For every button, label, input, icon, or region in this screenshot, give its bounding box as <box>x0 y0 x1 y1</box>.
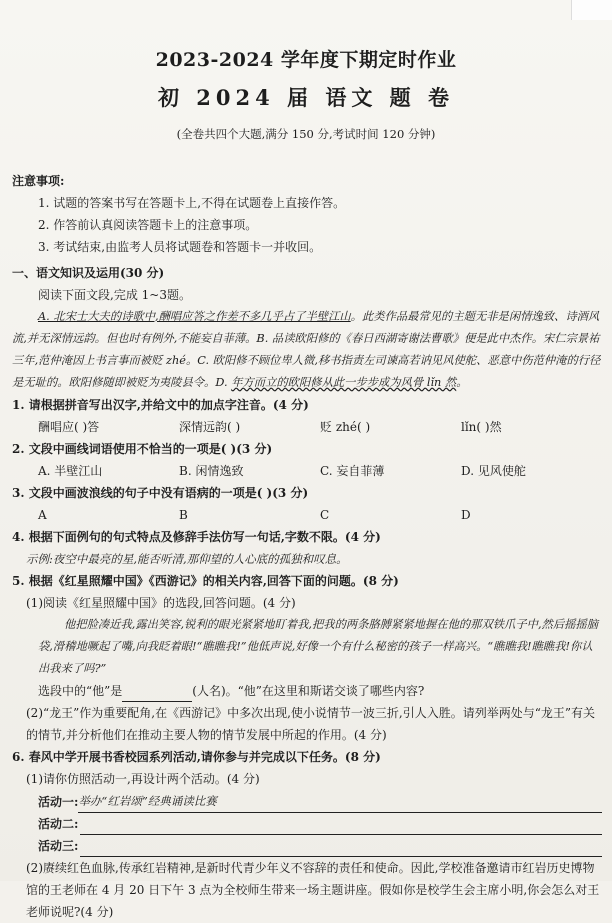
activity-2-blank[interactable] <box>80 818 602 835</box>
notice-item: 2. 作答前认真阅读答题卡上的注意事项。 <box>38 218 258 232</box>
q1-item: 深情远韵( ) <box>179 420 241 434</box>
q2-option: A. 半壁江山 <box>38 464 103 478</box>
q2-options <box>12 460 602 482</box>
notice-section <box>12 170 602 258</box>
q5-sub1: (1)阅读《红星照耀中国》的选段,回答问题。(4 分) <box>26 596 296 610</box>
question-2: 2. 文段中画线词语使用不恰当的一项是( )(3 分) <box>12 442 273 456</box>
q2-option: D. 见风使舵 <box>461 464 526 478</box>
q1-item: 贬 zhé( ) <box>320 420 371 434</box>
activity-1 <box>12 790 602 813</box>
section-one <box>12 262 602 923</box>
passage-seg: 。此类作品最常见的主题无非是闲情逸致、诗酒风流,并无深情远韵。但也时有例外,不能妄自菲薄。B. 品读欧阳修的《春日西湖寄谢法曹歌》便是此中杰作。宋仁宗景祐三年,范仲淹因上书言事而被贬 zhé。C. 欧阳修不顾位卑人微,移书指责左司谏高若讷见风使舵、恶意中伤范仲淹的行径是无耻的。欧阳修随即被贬为夷陵县令。D. <box>12 310 601 389</box>
reading-intro: 阅读下面文段,完成 1~3题。 <box>38 288 191 302</box>
activity-2-label: 活动二: <box>38 817 79 831</box>
q5-ask <box>12 680 602 702</box>
q1-item: 酬唱应( )答 <box>38 420 100 434</box>
passage-seg: 半壁江山 <box>305 310 351 323</box>
q5-excerpt: 他把脸凑近我,露出笑容,锐利的眼光紧紧地盯着我,把我的两条胳膊紧紧地握在他的那双铁爪子中,然后摇摇脑袋,滑稽地噘起了嘴,向我眨着眼!“瞧瞧我!”他低声说,好像一个有什么秘密的孩子一样高兴。“瞧瞧我!瞧瞧我!你认出我来了吗?” <box>38 618 599 675</box>
exam-title: 2023-2024 学年度下期定时作业 <box>155 49 457 71</box>
notice-item: 3. 考试结束,由监考人员将试题卷和答题卡一并收回。 <box>38 240 322 254</box>
exam-subtitle-grade: 初 2024 届 语文 题 卷 <box>157 85 454 110</box>
notice-heading: 注意事项: <box>12 174 65 188</box>
section-heading: 一、语文知识及运用(30 分) <box>12 266 165 280</box>
q3-option: C <box>320 508 330 522</box>
question-4: 4. 根据下面例句的句式特点及修辞手法仿写一句话,字数不限。(4 分) <box>12 530 381 544</box>
question-1: 1. 请根据拼音写出汉字,并给文中的加点字注音。(4 分) <box>12 398 309 412</box>
notice-item: 1. 试题的答案书写在答题卡上,不得在试题卷上直接作答。 <box>38 196 346 210</box>
q3-option: A <box>38 508 47 522</box>
q2-option: B. 闲情逸致 <box>179 464 244 478</box>
activity-2 <box>12 813 602 835</box>
q4-example: 示例:夜空中最亮的星,能否听清,那仰望的人心底的孤独和叹息。 <box>26 552 348 566</box>
reading-passage <box>12 306 602 394</box>
question-3: 3. 文段中画波浪线的句子中没有语病的一项是( )(3 分) <box>12 486 309 500</box>
q3-options <box>12 504 602 526</box>
q5-sub2: (2)“龙王”作为重要配角,在《西游记》中多次出现,使小说情节一波三折,引人入胜。请列举两处与“龙王”有关的情节,并分析他们在推动主要人物的情节发展中所起的作用。(4 分) <box>26 706 595 742</box>
q5-ask-part2: (人名)。“他”在这里和斯诺交谈了哪些内容? <box>192 684 425 698</box>
passage-seg: A. 北宋士大夫的诗歌中,酬唱应答之作差不多几乎占了 <box>38 310 306 323</box>
passage-seg: 年方而立的欧阳修从此一步步成为风骨 lǐn 然 <box>231 376 457 389</box>
exam-info: (全卷共四个大题,满分 150 分,考试时间 120 分钟) <box>176 127 436 141</box>
activity-3-label: 活动三: <box>38 839 79 853</box>
activity-1-value: 举办“红岩颂”经典诵读比赛 <box>78 790 602 813</box>
activity-3 <box>12 835 602 857</box>
page-corner <box>571 0 612 20</box>
q5-ask-part1: 选段中的“他”是 <box>38 684 123 698</box>
activity-3-blank[interactable] <box>80 840 602 857</box>
q6-sub2: (2)赓续红色血脉,传承红岩精神,是新时代青少年义不容辞的责任和使命。因此,学校准备邀请市红岩历史博物馆的王老师在 4 月 20 日下午 3 点为全校师生带来一场主题讲座。假如你是校学生会主席小明,你会怎么对王老师说呢?(4 分) <box>26 861 600 919</box>
question-5: 5. 根据《红星照耀中国》《西游记》的相关内容,回答下面的问题。(8 分) <box>12 574 399 588</box>
question-6: 6. 春风中学开展书香校园系列活动,请你参与并完成以下任务。(8 分) <box>12 750 381 764</box>
q3-option: B <box>179 508 188 522</box>
activity-1-label: 活动一: <box>38 795 79 809</box>
passage-seg: 。 <box>456 376 468 389</box>
q3-option: D <box>461 508 471 522</box>
name-blank[interactable] <box>122 687 192 702</box>
q1-item: lǐn( )然 <box>461 420 502 434</box>
q2-option: C. 妄自菲薄 <box>320 464 385 478</box>
q1-items <box>12 416 602 438</box>
q6-sub1: (1)请你仿照活动一,再设计两个活动。(4 分) <box>26 772 260 786</box>
